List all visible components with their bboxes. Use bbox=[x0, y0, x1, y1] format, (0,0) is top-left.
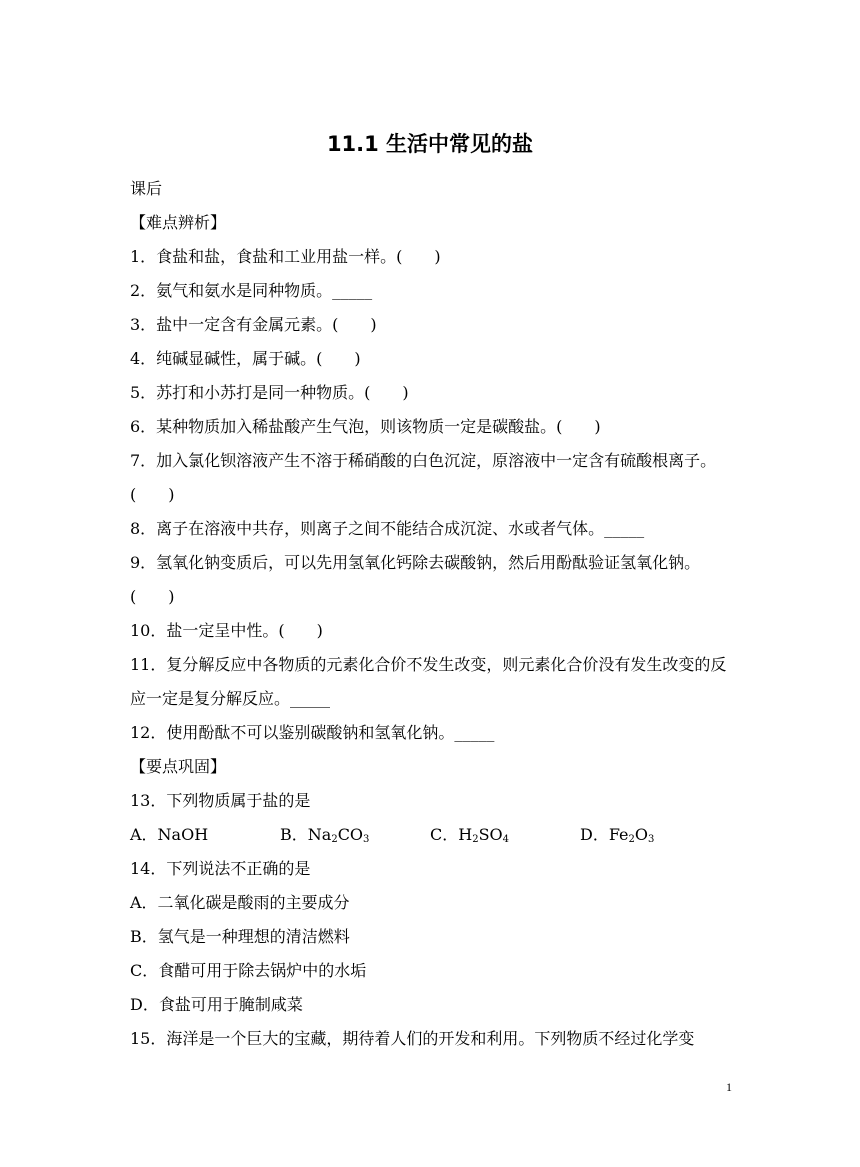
question-5: 5．苏打和小苏打是同一种物质。( ) bbox=[130, 383, 409, 402]
question-14-option-b: B．氢气是一种理想的清洁燃料 bbox=[130, 927, 350, 946]
option-d: D．$Fe_2O_3$ bbox=[580, 825, 655, 845]
question-11: 11．复分解反应中各物质的元素化合价不发生改变，则元素化合价没有发生改变的反应一定是复分解反应。_____ bbox=[130, 655, 727, 708]
subtitle: 课后 bbox=[130, 179, 163, 198]
page-number: 1 bbox=[726, 1080, 732, 1094]
question-7: 7．加入氯化钡溶液产生不溶于稀硝酸的白色沉淀，原溶液中一定含有硫酸根离子。( ) bbox=[130, 451, 717, 504]
question-14-option-c: C．食醋可用于除去锅炉中的水垢 bbox=[130, 961, 367, 980]
question-2: 2．氨气和氨水是同种物质。_____ bbox=[130, 281, 373, 300]
section-heading-difficulty: 【难点辨析】 bbox=[130, 213, 227, 232]
section-heading-key-points: 【要点巩固】 bbox=[130, 757, 227, 776]
question-8: 8．离子在溶液中共存，则离子之间不能结合成沉淀、水或者气体。_____ bbox=[130, 519, 645, 538]
question-14-option-d: D．食盐可用于腌制咸菜 bbox=[130, 995, 303, 1014]
question-12: 12．使用酚酞不可以鉴别碳酸钠和氢氧化钠。_____ bbox=[130, 723, 495, 742]
question-15: 15．海洋是一个巨大的宝藏，期待着人们的开发和利用。下列物质不经过化学变 bbox=[130, 1029, 695, 1048]
option-c: C．$H_2SO_4$ bbox=[430, 825, 510, 845]
question-9: 9．氢氧化钠变质后，可以先用氢氧化钙除去碳酸钠，然后用酚酞验证氢氧化钠。( ) bbox=[130, 553, 701, 606]
option-b: B．$Na_2CO_3$ bbox=[280, 825, 370, 845]
question-1: 1．食盐和盐，食盐和工业用盐一样。( ) bbox=[130, 247, 441, 266]
question-14: 14．下列说法不正确的是 bbox=[130, 859, 311, 878]
question-13-options bbox=[130, 818, 735, 852]
option-a: A．NaOH bbox=[130, 825, 209, 844]
question-13: 13．下列物质属于盐的是 bbox=[130, 791, 311, 810]
question-4: 4．纯碱显碱性，属于碱。( ) bbox=[130, 349, 361, 368]
page-title: 11.1 生活中常见的盐 bbox=[326, 132, 534, 156]
question-14-option-a: A．二氧化碳是酸雨的主要成分 bbox=[130, 893, 350, 912]
document-body bbox=[130, 172, 735, 1056]
question-3: 3．盐中一定含有金属元素。( ) bbox=[130, 315, 377, 334]
question-6: 6．某种物质加入稀盐酸产生气泡，则该物质一定是碳酸盐。( ) bbox=[130, 417, 601, 436]
question-10: 10．盐一定呈中性。( ) bbox=[130, 621, 323, 640]
